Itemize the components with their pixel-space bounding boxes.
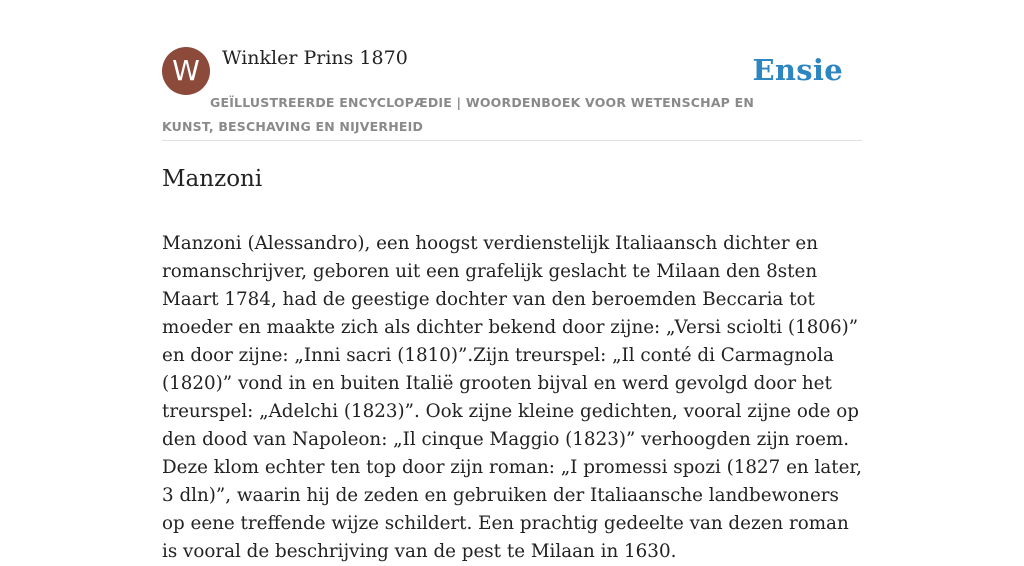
source-subtitle: GEÏLLUSTREERDE ENCYCLOPÆDIE | WOORDENBOEK VOOR WETENSCHAP EN KUNST, BESCHAVING EN NIJVERHEID: [162, 95, 755, 134]
article-body: Manzoni (Alessandro), een hoogst verdienstelijk Italiaansch dichter en romanschrijver, geboren uit een grafelijk geslacht te Milaan den 8sten Maart 1784, had de geestige dochter van den beroemden Beccaria tot moeder en maakte zich als dichter bekend door zijne: „Versi sciolti (1806)” en door zijne: „Inni sacri (1810)”.Zijn treurspel: „Il conté di Carmagnola (1820)” vond in en buiten Italië grooten bijval en werd gevolgd door het treurspel: „Adelchi (1823)”. Ook zijne kleine gedichten, vooral zijne ode op den dood van Napoleon: „Il cinque Maggio (1823)” verhoogden zijn roem. Deze klom echter ten top door zijn roman: „I promessi spozi (1827 en later, 3 dln)”, waarin hij de zeden en gebruiken der Italiaansche landbewoners op eene treffende wijze schildert. Een prachtig gedeelte van dezen roman is vooral de beschrijving van de pest te Milaan in 1630.: [162, 233, 862, 562]
source-avatar[interactable]: W: [162, 47, 210, 95]
ensie-logo[interactable]: Ensie: [752, 53, 843, 87]
source-header: [162, 46, 862, 141]
source-title-link[interactable]: Winkler Prins 1870: [222, 47, 408, 69]
article: [162, 162, 862, 566]
article-title: Manzoni: [162, 166, 263, 192]
